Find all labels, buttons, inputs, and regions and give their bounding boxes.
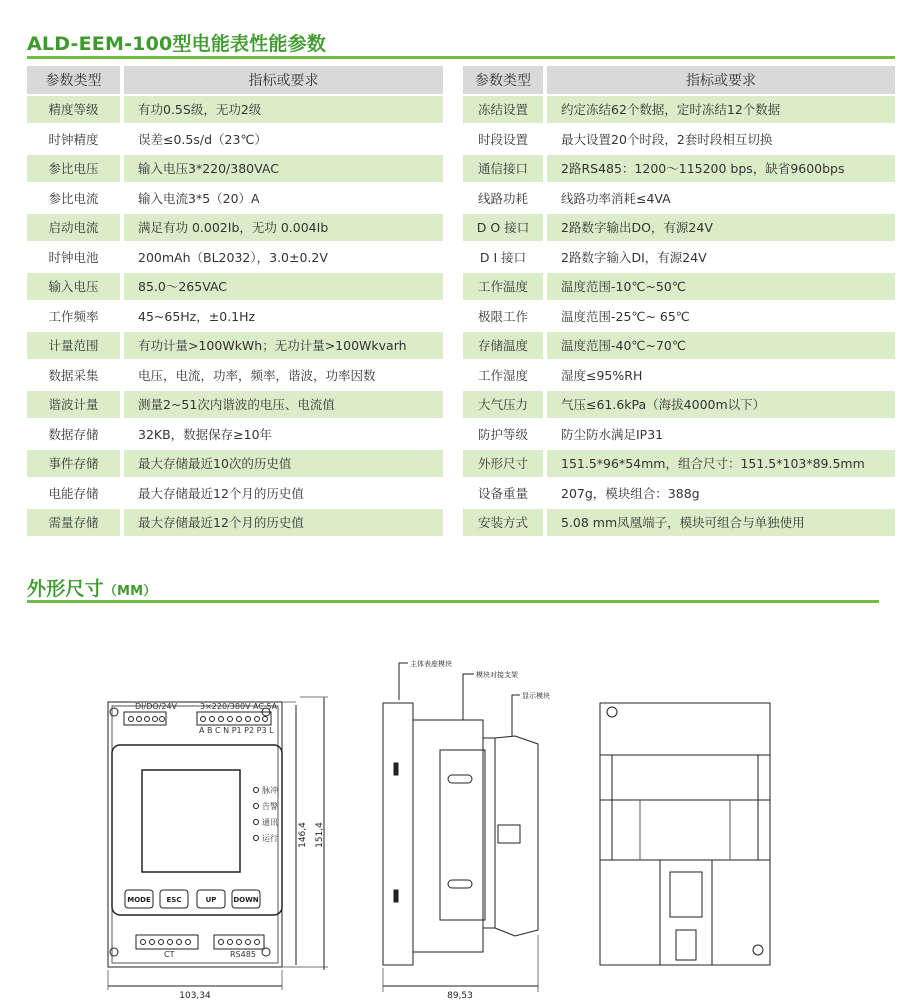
table-row [27, 361, 443, 389]
side-slot [394, 763, 398, 775]
param-name: 启动电流 [27, 214, 120, 242]
side-bracket [413, 720, 483, 952]
dimension-drawing [0, 640, 922, 1008]
header-req: 指标或要求 [124, 66, 443, 94]
spec-table-right [463, 64, 895, 538]
param-value: 温度范围-10℃~50℃ [547, 273, 895, 301]
table-row [463, 420, 895, 448]
table-row [463, 391, 895, 419]
rear-outer-frame [600, 703, 770, 965]
param-value: 207g，模块组合：388g [547, 479, 895, 507]
param-name: 参比电压 [27, 155, 120, 183]
terminal-bottom-left-label: CT [164, 950, 175, 959]
callout-main: 主体表座模块 [410, 660, 452, 668]
param-name: 存储温度 [463, 332, 543, 360]
terminal-top-right-pins: A B C N P1 P2 P3 L [199, 726, 274, 735]
param-value: 线路功率消耗≤4VA [547, 184, 895, 212]
param-name: D I 接口 [463, 243, 543, 271]
param-value: 2路数字输入DI，有源24V [547, 243, 895, 271]
param-value: 最大设置20个时段，2套时段相互切换 [547, 125, 895, 153]
spec-table-left [27, 64, 443, 538]
mount-hole [110, 708, 118, 716]
down-button-label: DOWN [233, 896, 259, 904]
table-row [463, 479, 895, 507]
param-value: 151.5*96*54mm，组合尺寸：151.5*103*89.5mm [547, 450, 895, 478]
param-name: 极限工作 [463, 302, 543, 330]
table-row [27, 273, 443, 301]
param-name: 工作湿度 [463, 361, 543, 389]
param-value: 误差≤0.5s/d（23℃） [124, 125, 443, 153]
param-name: 需量存储 [27, 509, 120, 537]
led-pulse [254, 788, 259, 793]
table-row [27, 243, 443, 271]
param-value: 有功计量>100WkWh；无功计量>100Wkvarh [124, 332, 443, 360]
led-pulse-label: 脉冲 [262, 786, 278, 795]
param-name: 参比电流 [27, 184, 120, 212]
param-value: 测量2~51次内谐波的电压、电流值 [124, 391, 443, 419]
rear-din-clip [660, 860, 712, 965]
param-name: 时段设置 [463, 125, 543, 153]
param-value: 防尘防水满足IP31 [547, 420, 895, 448]
table-row [463, 155, 895, 183]
terminal-top-left-label: DI/DO/24V [135, 702, 178, 711]
table-row [27, 509, 443, 537]
param-value: 85.0～265VAC [124, 273, 443, 301]
header-type: 参数类型 [463, 66, 543, 94]
param-name: 数据采集 [27, 361, 120, 389]
section1-title-text: ALD-EEM-100型电能表性能参数 [27, 33, 327, 55]
param-value: 最大存储最近10次的历史值 [124, 450, 443, 478]
dim-height-outer: 151,4 [315, 822, 325, 848]
param-name: D O 接口 [463, 214, 543, 242]
param-name: 计量范围 [27, 332, 120, 360]
side-base-module [383, 703, 413, 965]
param-value: 输入电压3*220/380VAC [124, 155, 443, 183]
param-name: 工作频率 [27, 302, 120, 330]
rear-view [600, 703, 770, 965]
terminal-pins [219, 940, 260, 945]
table-row [463, 273, 895, 301]
param-value: 2路数字输出DO，有源24V [547, 214, 895, 242]
param-value: 湿度≤95%RH [547, 361, 895, 389]
table-row [27, 184, 443, 212]
param-name: 安装方式 [463, 509, 543, 537]
param-name: 线路功耗 [463, 184, 543, 212]
param-name: 冻结设置 [463, 96, 543, 124]
param-value: 满足有功 0.002Ib，无功 0.004Ib [124, 214, 443, 242]
table-row [27, 302, 443, 330]
table-row [27, 214, 443, 242]
esc-button-label: ESC [166, 896, 182, 904]
section1-title [27, 29, 326, 56]
rear-clip-tab [676, 930, 696, 960]
table-row [27, 155, 443, 183]
table-row [463, 243, 895, 271]
table-row [463, 96, 895, 124]
section2-rule [27, 600, 879, 603]
param-name: 电能存储 [27, 479, 120, 507]
up-button-label: UP [205, 896, 217, 904]
param-value: 最大存储最近12个月的历史值 [124, 509, 443, 537]
section2-title-text: 外形尺寸 [27, 578, 104, 600]
terminal-pins [201, 717, 268, 722]
led-run [254, 836, 259, 841]
header-type: 参数类型 [27, 66, 120, 94]
side-slot-lower [448, 880, 472, 888]
table-header-row [27, 66, 443, 94]
table-row [27, 391, 443, 419]
rear-mount-hole [607, 707, 617, 717]
param-value: 输入电流3*5（20）A [124, 184, 443, 212]
section2-unit: （MM） [103, 584, 157, 599]
terminal-top-right-label: 3×220/380V AC 5A [200, 702, 278, 711]
mount-hole [110, 948, 118, 956]
param-name: 谐波计量 [27, 391, 120, 419]
rear-mount-hole [753, 945, 763, 955]
param-name: 输入电压 [27, 273, 120, 301]
terminal-bottom-right [214, 935, 264, 949]
table-row [463, 214, 895, 242]
param-value: 200mAh（BL2032），3.0±0.2V [124, 243, 443, 271]
param-name: 时钟精度 [27, 125, 120, 153]
section1-rule [27, 56, 895, 59]
param-name: 大气压力 [463, 391, 543, 419]
callout-line-display [512, 695, 520, 736]
led-alarm-label: 告警 [262, 802, 278, 811]
param-value: 温度范围-40℃~70℃ [547, 332, 895, 360]
table-row [463, 125, 895, 153]
dim-depth-side: 89,53 [447, 991, 473, 1001]
led-comm-label: 通讯 [262, 818, 278, 827]
table-row [27, 332, 443, 360]
side-slot [394, 890, 398, 902]
param-value: 32KB，数据保存≥10年 [124, 420, 443, 448]
table-row [463, 509, 895, 537]
side-slot-upper [448, 775, 472, 783]
param-name: 设备重量 [463, 479, 543, 507]
table-row [463, 332, 895, 360]
front-view [108, 697, 328, 1001]
front-outer-frame [108, 702, 282, 967]
header-req: 指标或要求 [547, 66, 895, 94]
param-value: 约定冻结62个数据，定时冻结12个数据 [547, 96, 895, 124]
dim-width-front: 103,34 [179, 991, 211, 1001]
param-value: 温度范围-25℃~ 65℃ [547, 302, 895, 330]
callout-display: 显示模块 [522, 692, 550, 700]
param-name: 时钟电池 [27, 243, 120, 271]
section2-title [27, 574, 157, 601]
param-value: 最大存储最近12个月的历史值 [124, 479, 443, 507]
status-leds [254, 785, 279, 843]
terminal-pins [141, 940, 191, 945]
rear-clip-window [670, 872, 702, 917]
panel-buttons [125, 890, 260, 908]
mode-button-label: MODE [127, 896, 151, 904]
param-value: 气压≤61.6kPa（海拔4000m以下） [547, 391, 895, 419]
param-name: 外形尺寸 [463, 450, 543, 478]
terminal-bottom-right-label: RS485 [230, 950, 256, 959]
callout-line-main [399, 663, 408, 700]
callout-bracket: 模块对接支架 [476, 671, 518, 679]
table-row [27, 479, 443, 507]
table-row [463, 450, 895, 478]
side-view [383, 659, 550, 1001]
side-connector [498, 825, 520, 843]
table-row [27, 96, 443, 124]
dim-height-inner: 146,4 [298, 822, 308, 848]
led-alarm [254, 804, 259, 809]
lcd-screen [142, 770, 240, 872]
param-value: 5.08 mm凤凰端子，模块可组合与单独使用 [547, 509, 895, 537]
param-value: 电压，电流，功率，频率，谐波，功率因数 [124, 361, 443, 389]
param-name: 防护等级 [463, 420, 543, 448]
led-run-label: 运行 [262, 834, 278, 843]
table-row [27, 125, 443, 153]
param-value: 45~65Hz，±0.1Hz [124, 302, 443, 330]
table-header-row [463, 66, 895, 94]
table-row [463, 184, 895, 212]
param-value: 2路RS485：1200～115200 bps，缺省9600bps [547, 155, 895, 183]
side-display-face [495, 736, 538, 936]
param-name: 工作温度 [463, 273, 543, 301]
table-row [27, 420, 443, 448]
param-name: 事件存储 [27, 450, 120, 478]
param-name: 通信接口 [463, 155, 543, 183]
callout-line-bracket [463, 674, 474, 720]
param-name: 数据存储 [27, 420, 120, 448]
table-row [27, 450, 443, 478]
terminal-pins [129, 717, 165, 722]
param-value: 有功0.5S级，无功2级 [124, 96, 443, 124]
table-row [463, 361, 895, 389]
param-name: 精度等级 [27, 96, 120, 124]
table-row [463, 302, 895, 330]
led-comm [254, 820, 259, 825]
